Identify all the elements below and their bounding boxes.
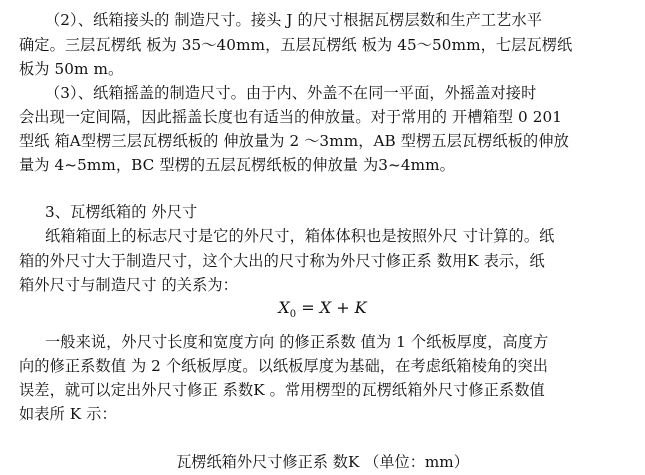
paragraph-4-line-3: 箱外尺寸与制造尺寸 的关系为： (19, 276, 238, 294)
section-heading: 3、瓦楞纸箱的 外尺寸 (45, 203, 198, 221)
paragraph-3-line-3: 型纸 箱A型楞三层瓦楞纸板的 伸放量为 2 ～3mm，AB 型楞五层瓦楞纸板的伸放 (19, 132, 569, 150)
paragraph-4-line-2: 箱的外尺寸大于制造尺寸，这个大出的尺寸称为外尺寸修正系 数用K 表示，纸 (19, 252, 545, 270)
paragraph-5-line-2: 向的修正系数值 为 2 个纸板厚度。以纸板厚度为基础，在考虑纸箱棱角的突出 (19, 357, 549, 375)
paragraph-3-line-4: 量为 4~5mm，BC 型楞的五层瓦楞纸板的伸放量 为3~4mm。 (19, 156, 455, 174)
paragraph-5-line-3: 误差，就可以定出外尺寸修正 系数K 。常用楞型的瓦楞纸箱外尺寸修正系数值 (19, 381, 545, 399)
formula-rhs: = X + K (301, 298, 367, 317)
table-caption: 瓦楞纸箱外尺寸修正系 数K （单位：mm） (176, 453, 469, 471)
paragraph-2-line-3: 板为 50m m。 (19, 60, 124, 78)
paragraph-2-line-1: （2）、纸箱接头的 制造尺寸。接头 J 的尺寸根据瓦楞层数和生产工艺水平 (45, 11, 543, 29)
paragraph-3-line-2: 会出现一定间隔，因此摇盖长度也有适当的伸放量。对于常用的 开槽箱型 0 201 (19, 108, 563, 126)
formula (0, 298, 645, 325)
paragraph-3-line-1: （3）、纸箱摇盖的制造尺寸。由于内、外盖不在同一平面，外摇盖对接时 (45, 84, 537, 102)
paragraph-2-line-2: 确定。三层瓦楞纸 板为 35～40mm，五层瓦楞纸 板为 45～50mm，七层瓦楞纸 (19, 36, 573, 54)
paragraph-5-line-4: 如表所 K 示： (19, 405, 117, 423)
formula-lhs-subscript: 0 (289, 309, 297, 321)
paragraph-4-line-1: 纸箱箱面上的标志尺寸是它的外尺寸，箱体体积也是按照外尺 寸计算的。纸 (45, 227, 555, 245)
formula-lhs: X (278, 298, 290, 317)
paragraph-5-line-1: 一般来说，外尺寸长度和宽度方向 的修正系数 值为 1 个纸板厚度，高度方 (45, 333, 549, 351)
